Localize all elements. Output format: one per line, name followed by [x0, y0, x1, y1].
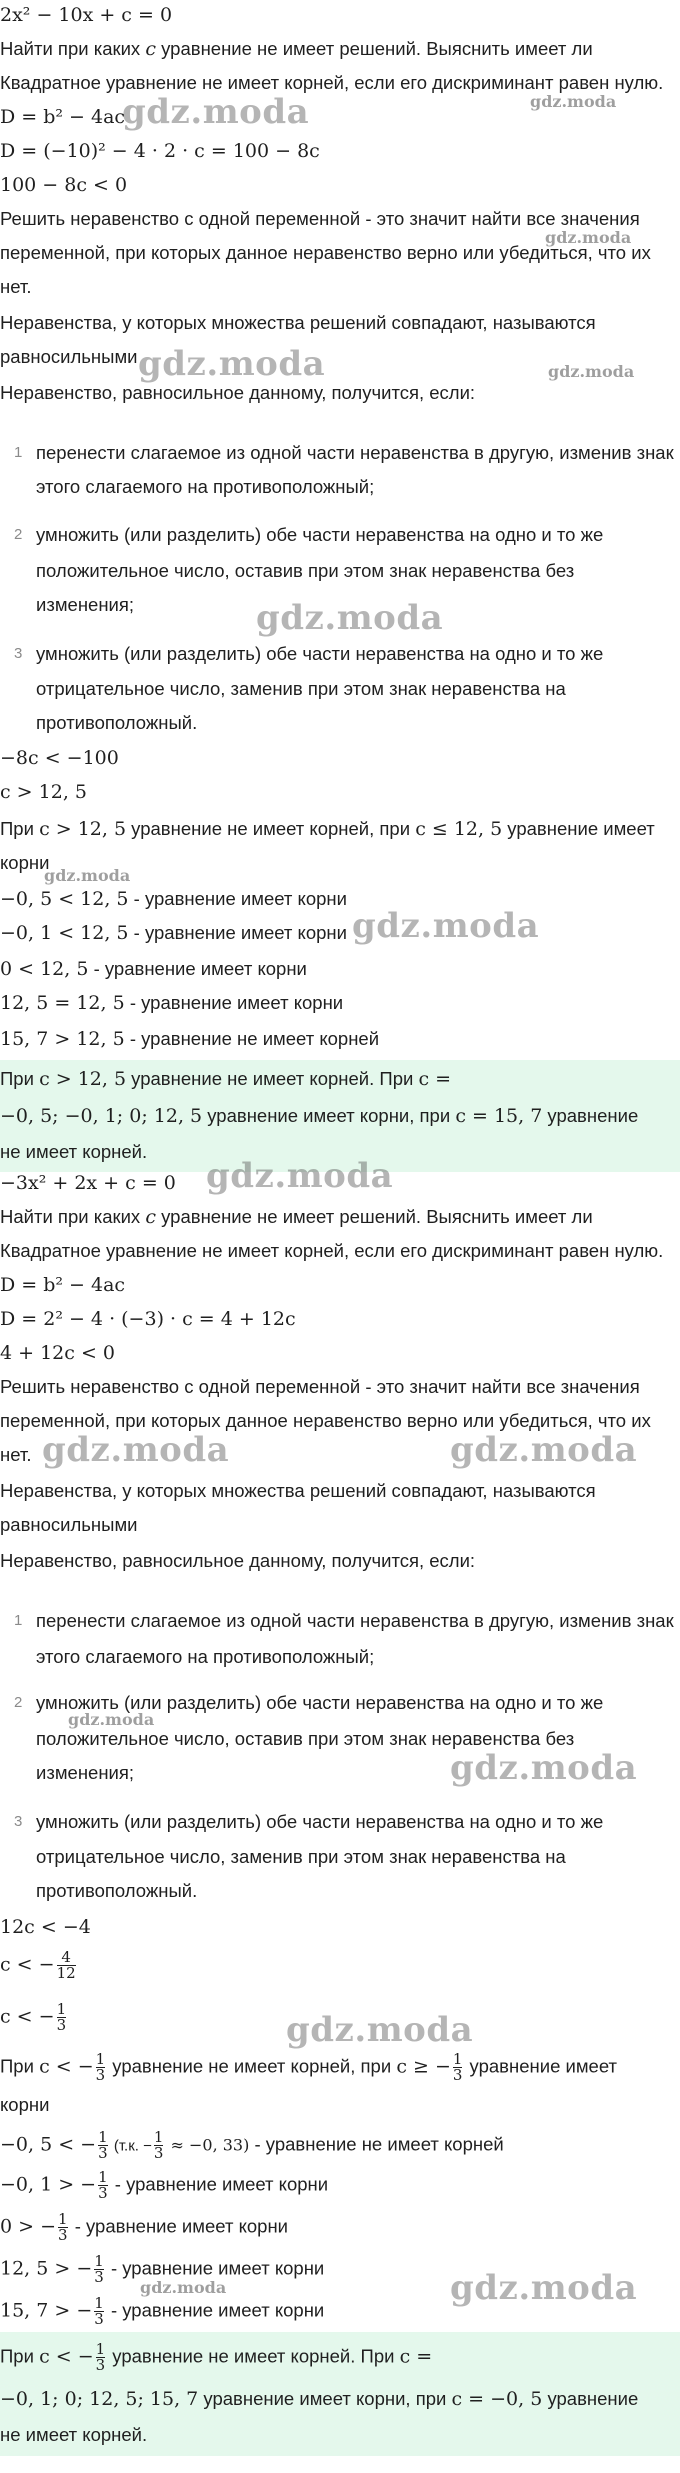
rule-number: 1: [14, 1612, 23, 1629]
step-inequality: c > 12, 5: [0, 781, 87, 803]
rule-text: перенести слагаемое из одной части неравенства в другую, изменив знак: [36, 1610, 674, 1631]
rule-text: отрицательное число, заменив при этом знак неравенства на: [36, 1846, 566, 1867]
step-inequality: c < − $\frac{4}{12}$: [0, 1948, 76, 1982]
check-line: 0 < 12, 5 - уравнение имеет корни: [0, 958, 307, 980]
discriminant-inequality-2: 4 + 12c < 0: [0, 1342, 115, 1364]
equation-1: 2x² − 10x + c = 0: [0, 4, 173, 26]
watermark-logo: gdz.moda: [545, 228, 632, 247]
watermark-logo: gdz.moda: [450, 1748, 638, 1788]
fraction: $\frac{1}{3}$: [95, 2050, 106, 2084]
conclusion-line: корни: [0, 2094, 50, 2115]
equiv-intro: Неравенство, равносильное данному, получится, если:: [0, 1550, 476, 1571]
rule-text: умножить (или разделить) обе части неравенства на одно и то же: [36, 1811, 604, 1832]
discriminant-formula-1: D = b² − 4ac: [0, 106, 126, 128]
discriminant-calc-2: D = 2² − 4 · (−3) · c = 4 + 12c: [0, 1308, 296, 1330]
conclusion-line: При c < − $\frac{1}{3}$ уравнение не имеет корней, при c ≥ − $\frac{1}{3}$ уравнение имеет: [0, 2050, 617, 2084]
answer-line: −0, 5; −0, 1; 0; 12, 5 уравнение имеет корни, при c = 15, 7 уравнение: [0, 1105, 639, 1127]
rule-number: 1: [14, 444, 23, 461]
check-line: 15, 7 > − $\frac{1}{3}$ - уравнение имеет корни: [0, 2294, 325, 2328]
check-line: −0, 5 < − $\frac{1}{3}$ (т.к. − $\frac{1}{3}$ ≈ −0, 33) - уравнение не имеет корней: [0, 2128, 504, 2162]
task-line-2: Найти при каких c уравнение не имеет решений. Выяснить имеет ли: [0, 1206, 593, 1228]
fraction: $\frac{1}{3}$: [98, 2168, 108, 2202]
answer-box: [0, 2332, 680, 2456]
rule-line-2: Квадратное уравнение не имеет корней, если его дискриминант равен нулю.: [0, 1240, 664, 1261]
rule-number: 3: [14, 645, 23, 662]
task-line-1: Найти при каких c уравнение не имеет решений. Выяснить имеет ли: [0, 38, 593, 60]
watermark-logo: gdz.moda: [68, 1710, 155, 1729]
rule-number: 3: [14, 1813, 23, 1830]
check-line: 12, 5 > − $\frac{1}{3}$ - уравнение имеет корни: [0, 2252, 325, 2286]
equiv-intro: Неравенство, равносильное данному, получится, если:: [0, 382, 476, 403]
watermark-logo: gdz.moda: [42, 1430, 230, 1470]
watermark-logo: gdz.moda: [450, 1430, 638, 1470]
check-line: −0, 5 < 12, 5 - уравнение имеет корни: [0, 888, 347, 910]
solve-def-line-1: Решить неравенство с одной переменной - это значит найти все значения: [0, 1376, 640, 1397]
rule-text: изменения;: [36, 594, 135, 615]
solve-def-line-3: нет.: [0, 276, 32, 297]
rule-text: противоположный.: [36, 1880, 198, 1901]
rule-number: 2: [14, 526, 23, 543]
conclusion-line: корни: [0, 852, 50, 873]
fraction: $\frac{1}{3}$: [452, 2050, 463, 2084]
check-line: −0, 1 > − $\frac{1}{3}$ - уравнение имеет корни: [0, 2168, 329, 2202]
watermark-logo: gdz.moda: [352, 906, 540, 946]
fraction: $\frac{1}{3}$: [153, 2128, 164, 2162]
check-line: 0 > − $\frac{1}{3}$ - уравнение имеет корни: [0, 2210, 288, 2244]
step-inequality: −8c < −100: [0, 747, 119, 769]
watermark-logo: gdz.moda: [138, 344, 326, 384]
rule-text: умножить (или разделить) обе части неравенства на одно и то же: [36, 524, 604, 545]
watermark-logo: gdz.moda: [286, 2010, 474, 2050]
check-line: 12, 5 = 12, 5 - уравнение имеет корни: [0, 992, 344, 1014]
watermark-logo: gdz.moda: [122, 92, 310, 132]
fraction: $\frac{1}{3}$: [95, 2340, 106, 2374]
watermark-logo: gdz.moda: [256, 598, 444, 638]
rule-text: умножить (или разделить) обе части неравенства на одно и то же: [36, 643, 604, 664]
equiv-def-line-2: равносильными: [0, 1514, 138, 1535]
rule-text: положительное число, оставив при этом знак неравенства без: [36, 560, 575, 581]
watermark-logo: gdz.moda: [450, 2268, 638, 2308]
answer-line: −0, 1; 0; 12, 5; 15, 7 уравнение имеет корни, при c = −0, 5 уравнение: [0, 2388, 639, 2410]
rule-text: противоположный.: [36, 712, 198, 733]
fraction: $\frac{4}{12}$: [56, 1948, 76, 1982]
answer-line: При c < − $\frac{1}{3}$ уравнение не имеет корней. При c =: [0, 2340, 433, 2374]
check-line: 15, 7 > 12, 5 - уравнение не имеет корней: [0, 1028, 380, 1050]
answer-line: При c > 12, 5 уравнение не имеет корней. При c =: [0, 1068, 452, 1090]
fraction: $\frac{1}{3}$: [94, 2294, 104, 2328]
rule-text: отрицательное число, заменив при этом знак неравенства на: [36, 678, 566, 699]
discriminant-calc-1: D = (−10)² − 4 · 2 · c = 100 − 8c: [0, 140, 320, 162]
fraction: $\frac{1}{3}$: [58, 2210, 68, 2244]
answer-line: не имеет корней.: [0, 1141, 148, 1162]
fraction: $\frac{1}{3}$: [98, 2128, 108, 2162]
rule-number: 2: [14, 1694, 23, 1711]
solve-def-line-2: переменной, при которых данное неравенство верно или убедиться, что их: [0, 242, 651, 263]
answer-line: не имеет корней.: [0, 2424, 148, 2445]
equation-2: −3x² + 2x + c = 0: [0, 1172, 176, 1194]
equiv-def-line-1: Неравенства, у которых множества решений совпадают, называются: [0, 1480, 596, 1501]
rule-text: положительное число, оставив при этом знак неравенства без: [36, 1728, 575, 1749]
fraction: $\frac{1}{3}$: [56, 2000, 67, 2034]
rule-text: этого слагаемого на противоположный;: [36, 476, 375, 497]
step-inequality: 12c < −4: [0, 1916, 91, 1938]
equiv-def-line-2: равносильными: [0, 346, 138, 367]
watermark-logo: gdz.moda: [548, 362, 635, 381]
step-inequality: c < − $\frac{1}{3}$: [0, 2000, 67, 2034]
watermark-logo: gdz.moda: [140, 2278, 227, 2297]
rule-text: изменения;: [36, 1762, 135, 1783]
solve-def-line-3: нет.: [0, 1444, 32, 1465]
discriminant-inequality-1: 100 − 8c < 0: [0, 174, 128, 196]
discriminant-formula-2: D = b² − 4ac: [0, 1274, 126, 1296]
conclusion-line: При c > 12, 5 уравнение не имеет корней, при c ≤ 12, 5 уравнение имеет: [0, 818, 655, 840]
rule-line-1: Квадратное уравнение не имеет корней, если его дискриминант равен нулю.: [0, 72, 664, 93]
equiv-def-line-1: Неравенства, у которых множества решений совпадают, называются: [0, 312, 596, 333]
watermark-logo: gdz.moda: [530, 92, 617, 111]
rule-text: умножить (или разделить) обе части неравенства на одно и то же: [36, 1692, 604, 1713]
solve-def-line-2: переменной, при которых данное неравенство верно или убедиться, что их: [0, 1410, 651, 1431]
solve-def-line-1: Решить неравенство с одной переменной - это значит найти все значения: [0, 208, 640, 229]
rule-text: этого слагаемого на противоположный;: [36, 1646, 375, 1667]
rule-text: перенести слагаемое из одной части неравенства в другую, изменив знак: [36, 442, 674, 463]
watermark-logo: gdz.moda: [206, 1156, 394, 1196]
watermark-logo: gdz.moda: [44, 866, 131, 885]
check-line: −0, 1 < 12, 5 - уравнение имеет корни: [0, 922, 347, 944]
fraction: $\frac{1}{3}$: [94, 2252, 104, 2286]
